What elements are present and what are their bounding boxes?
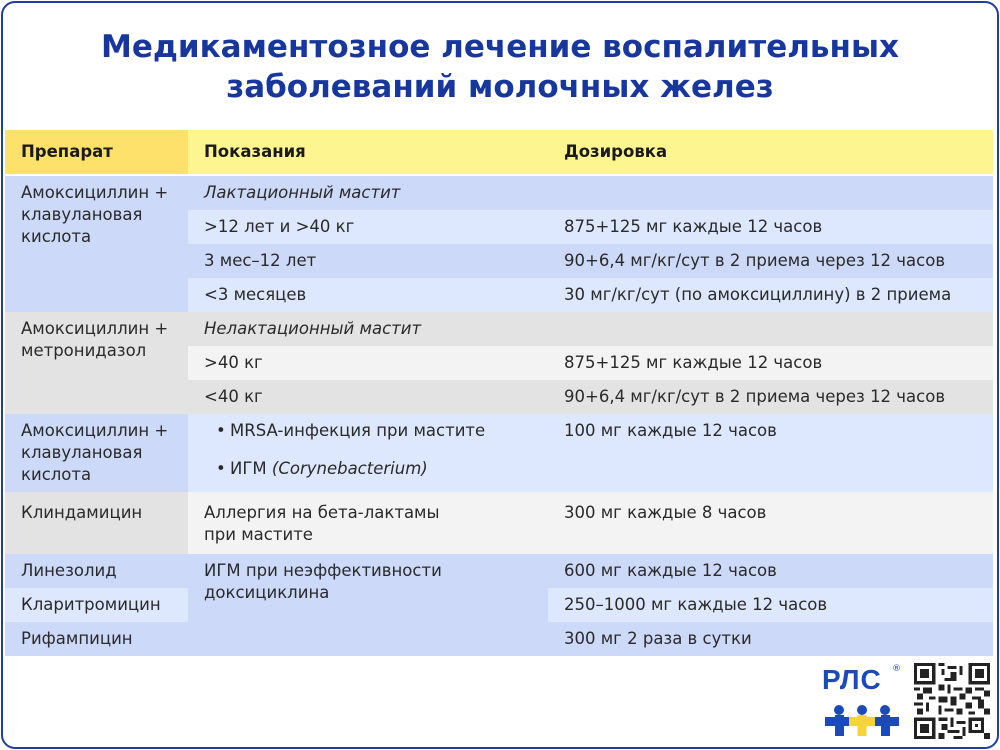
indication-cell: >12 лет и >40 кг	[188, 210, 548, 244]
indication-cell	[188, 554, 548, 656]
dosage-cell	[548, 312, 993, 346]
drug-cell	[5, 312, 188, 414]
logo-registered-mark: ®	[892, 664, 901, 674]
drug-line: метронидазол	[21, 341, 147, 360]
section-title: Нелактационный мастит	[188, 312, 548, 346]
table-row	[5, 175, 993, 210]
list-item	[216, 458, 532, 480]
table-row	[5, 312, 993, 346]
drug-line: Амоксициллин +	[21, 183, 169, 202]
list-item: • MRSA-инфекция при мастите	[216, 420, 532, 442]
page-title	[3, 27, 997, 107]
dosage-cell: 90+6,4 мг/кг/сут в 2 приема через 12 часов	[548, 244, 993, 278]
title-line-1: Медикаментозное лечение воспалительных	[101, 29, 899, 65]
dosage-cell: 100 мг каждые 12 часов	[548, 414, 993, 492]
treatment-table	[5, 130, 993, 656]
dosage-cell	[548, 175, 993, 210]
drug-cell: Кларитромицин	[5, 588, 188, 622]
qr-code-icon	[914, 663, 990, 739]
drug-cell: Линезолид	[5, 554, 188, 588]
drug-cell: Клиндамицин	[5, 492, 188, 554]
table-row	[5, 492, 993, 554]
indication-cell: >40 кг	[188, 346, 548, 380]
dosage-cell: 90+6,4 мг/кг/сут в 2 приема через 12 часов	[548, 380, 993, 414]
drug-line: клавулановая	[21, 443, 143, 462]
drug-line: Амоксициллин +	[21, 319, 169, 338]
indication-cell: 3 мес–12 лет	[188, 244, 548, 278]
drug-cell	[5, 175, 188, 312]
list-item-text: ИГМ	[230, 459, 272, 478]
dosage-cell: 600 мг каждые 12 часов	[548, 554, 993, 588]
dosage-cell: 875+125 мг каждые 12 часов	[548, 210, 993, 244]
logo-crosses	[820, 664, 904, 740]
indication-cell	[188, 492, 548, 554]
logo-text: РЛС	[822, 664, 882, 695]
indication-list	[204, 420, 532, 480]
header-drug: Препарат	[5, 130, 188, 175]
dosage-cell: 250–1000 мг каждые 12 часов	[548, 588, 993, 622]
indication-cell: <40 кг	[188, 380, 548, 414]
rls-logo-icon	[820, 664, 904, 740]
table-row	[5, 414, 993, 492]
section-title: Лактационный мастит	[188, 175, 548, 210]
indication-line: при мастите	[204, 525, 313, 544]
table-header-row	[5, 130, 993, 175]
header-indication: Показания	[188, 130, 548, 175]
drug-line: Амоксициллин +	[21, 421, 169, 440]
list-item-italic: (Corynebacterium)	[271, 459, 428, 478]
drug-line: клавулановая	[21, 205, 143, 224]
dosage-cell: 875+125 мг каждые 12 часов	[548, 346, 993, 380]
drug-cell: Рифампицин	[5, 622, 188, 656]
indication-cell: <3 месяцев	[188, 278, 548, 312]
indication-line: ИГМ при неэффективности	[204, 561, 442, 580]
dosage-cell: 30 мг/кг/сут (по амоксициллину) в 2 приема	[548, 278, 993, 312]
drug-line: кислота	[21, 227, 92, 246]
indication-line: Аллергия на бета-лактамы	[204, 503, 440, 522]
title-line-2: заболеваний молочных желез	[226, 69, 774, 105]
drug-line: кислота	[21, 465, 92, 484]
indication-line: доксициклина	[204, 583, 330, 602]
dosage-cell: 300 мг каждые 8 часов	[548, 492, 993, 554]
table-row	[5, 554, 993, 588]
indication-cell	[188, 414, 548, 492]
dosage-cell: 300 мг 2 раза в сутки	[548, 622, 993, 656]
header-dosage: Дозировка	[548, 130, 993, 175]
card-frame	[1, 1, 999, 749]
drug-cell	[5, 414, 188, 492]
